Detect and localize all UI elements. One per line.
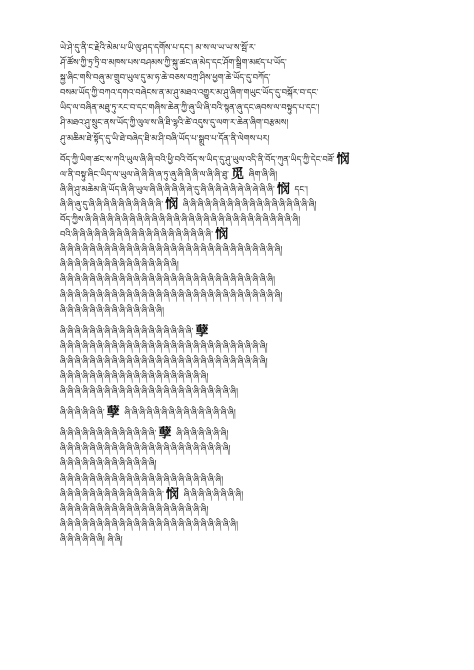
- text-segment: ཞི་ཞི་ཞི་ཞི་ཞི་ཞི་ཞི།: [173, 428, 229, 439]
- text-segment: བའི་ཞི་ཞི་ཞི་ཞི་ཞི་ཞི་ཞི་ཞི་ཞི་ཞི་ཞི་ཞི་ཞི་ཞི་ཞི་ཞི་ཞི་ཞི་ཞི་: [60, 229, 214, 240]
- text-line: [60, 426, 438, 441]
- text-segment: ཞི་ཞི་ཞི་ཞི་ཞི་ཞི་ཞི་ཞི་ཞི་ཞི་ཞི་ཞི་ཞི་ཞི་ཞི་ཞི་ཞི་ཞི།: [180, 198, 317, 209]
- text-segment: ཞི་ཞི་ཞི་ཞི་ཞི་ཞི་ཞི་ཞི་ཞི་ཞི་ཞི་ཞི་ཞི་ཞི་ཞི་ཞི།: [60, 259, 179, 270]
- text-line: [60, 70, 438, 85]
- text-line: [60, 115, 438, 130]
- text-segment: ཞི་ཞི་ཞི་ཞི་ཞི་ཞི་ཞི་ཞི་ཞི་ཞི་ཞི་ཞི་ཞི་ཞི་ཞི་ཞི་ཞི་ཞི་ཞི་ཞི་ཞི་ཞི།: [60, 473, 224, 484]
- text-line: [60, 441, 438, 456]
- text-line: [60, 339, 438, 354]
- text-segment: བསམ་ཡོད་ཀྱི་བཀའ་དགའ་བཞེངས་ན་མ་ཤུ་མཐའ་འགྱུར་མ་ཤུ་ཞིག་གཡུང་ཡོད་དུ་བསྐོར་བ་དང་: [60, 87, 319, 98]
- text-segment: ཞི་ཞི་ཞི་ཞི་ཞི་ཞི་ཞི་ཞི་ཞི་ཞི་ཞི་ཞི་ཞི་ཞི་ཞི་ཞི་ཞི་ཞི་ཞི་ཞི།: [60, 370, 209, 381]
- text-segment: ལ་ནི་བསྟུ་ཞིང་ཡིད་ལ་ཡུལ་ཞེ་ཞི་ཞི་ཞ་ཏུ་ཞུ་ཞི་ཞི་ཞི་ལ་ཞི་ཞི་ཐུ་: [60, 168, 229, 179]
- text-line: [60, 40, 438, 55]
- text-segment: ཤི་མཐའ་ཤུ་སྲུང་ནས་ཡོད་ཀྱི་ལུལ་ས་ཞི་ཐི་ལྷའི་ཚེ་འདུས་དུ་ལག་ར་ཆེན་ཞིག་བརྩམས།: [60, 117, 289, 128]
- cjk-character: 孽: [158, 426, 172, 442]
- text-segment: ཞི་ཞི་ཞུ་དུ་ཞི་ཞི་ཞི་ཞི་ཞི་ཞི་ཞི་ཞི་ཞི་ཞི་: [60, 198, 164, 209]
- cjk-character: 悯: [215, 227, 229, 243]
- text-segment: ཞི་ཞི་ཞི་ཞི་ཞི་ཞི་ཞི་ཞི་ཞི་ཞི་ཞི་ཞི་ཞི་ཞི་ཞི་ཞི་ཞི་ཞི་ཞི་ཞི་ཞི་ཞི་ཞི་ཞི་ཞི་ཞི་ཞི་ཞི་ཞི་ཞི།: [60, 289, 283, 300]
- text-segment: ཞི་ཞི་ཞི་ཞི་ཞི་ཞི་ཞི་ཞི་ཞི་ཞི་ཞི་ཞི་ཞི་ཞི་ཞི་ཞི་ཞི་ཞི་: [60, 325, 194, 336]
- text-segment: སྐྱ་ཞིང་གསི་བཞུ་མ་གྲུབ་ཡུལ་དུ་མ་ཧ་ཆེ་བཅས་བཀྲ་ཤིས་ཕྱག་ཆེ་ཡོད་དུ་བཀོད་: [60, 72, 271, 83]
- text-line: [60, 257, 438, 272]
- text-segment: ཞི་ཞི་ཞི་ཞི་ཞི་ཞི་: [60, 407, 105, 418]
- text-line: [60, 369, 438, 384]
- text-segment: ཞི་ཞི་ཤུ་མཆེམ་ཞི་ཡོད་ཞི་ཞི་ཡུལ་ཞི་ཞི་ཞི་ཞི་ཞི་ཞེ་དུ་ཞི་ཞི་ཞི་ཞེ་ཞི་ཞེ་ཞི་ཞེ་ཞི་ཞི་: [60, 183, 275, 194]
- text-line: [60, 131, 438, 146]
- text-segment: ཞི་ཞི་ཞི་ཞི་ཞི་ཞི་ཞི་ཞི་ཞི་ཞི་ཞི་ཞི་ཞི་ཞི་ཞི་ཞི་ཞི་ཞི་ཞི་ཞི་ཞི་ཞི་ཞི།: [60, 443, 231, 454]
- text-line: [60, 272, 438, 287]
- text-line: [60, 405, 438, 420]
- text-line: [60, 182, 438, 197]
- text-line: [60, 100, 438, 115]
- text-line: [60, 354, 438, 369]
- text-segment: ཤོ་ཚོས་ཀྱི་ཏྲ་ཏྲི་བ་མཁས་པས་བཤམས་ཀྱི་སྐུ་ཚང་ཞ་མེད་དང་ཤོག་སྒྲིག་མཛད་པ་ཡོད་: [60, 57, 287, 68]
- cjk-character: 悯: [165, 196, 179, 212]
- text-segment: ཞི་ཞི་ཞི་ཞི་ཞི་ཞི་ཞི་ཞི་ཞི་ཞི་ཞི་ཞི་ཞི་: [60, 428, 157, 439]
- text-segment: ཞི་ཞི་ཞི་ཞི་ཞི་ཞི་ཞི་ཞི་ཞི་ཞི་ཞི་ཞི་ཞི་ཞི།: [60, 304, 164, 315]
- cjk-character: 悯: [165, 486, 179, 502]
- cjk-character: 觅: [230, 166, 244, 182]
- text-line: [60, 502, 438, 517]
- text-segment: ཞི་ཞི་ཞི་ཞི་ཞི་ཞི་ཞི་ཞི་ཞི་ཞི་ཞི་ཞི་ཞི་ཞི་ཞི་ཞི་ཞི་ཞི་ཞི་ཞི་ཞི་ཞི་ཞི་ཞི།: [60, 386, 238, 397]
- text-segment: ཞི་ཞི་ཞི་ཞི་ཞི་ཞི་ཞི་ཞི་ཞི་ཞི་ཞི་ཞི་ཞི།: [60, 458, 157, 469]
- text-segment: ཡིད་ལ་བཞིན་མཐུ་ཏུ་རང་བ་དང་གཞིས་ཆེན་ཀྱི་ཞུ་ཡི་ཞི་བའི་སྙན་ཞུ་དང་ཞབས་ལ་བསྟུད་པ་དང་།: [60, 102, 320, 113]
- text-segment: ཤུ་མཆིམ་ཐེ་སྟོད་དུ་ཡི་ཐེ་བཞེད་ཐི་མ་ཤི་བཞི་ཡོད་པ་སྒྲུབ་པ་དོན་ནི་ལེགས་པར།: [60, 132, 270, 143]
- cjk-character: 悯: [276, 181, 290, 197]
- text-segment: ཞི་ཞི་ཞི་ཞི་ཞི་ཞི་ཞི་ཞི་ཞི་ཞི་ཞི་ཞི་ཞི་ཞི་ཞི་ཞི་ཞི་ཞི་ཞི་ཞི་ཞི་ཞི་ཞི་ཞི།: [60, 518, 238, 529]
- text-segment: ཡེ་ཤེ་དུ་ནི་ང་རྗེའི་མེམ་པ་ཡི་ལུ་ཤད་དགོས་པ་དང་། མ་ས་ལ་ཡ་ཡ་ས་སྦོ་ར་: [60, 42, 256, 52]
- text-line: [60, 212, 438, 227]
- text-line: [60, 384, 438, 399]
- text-segment: ཞིག་ཞི་ཞི།: [246, 168, 278, 179]
- text-line: [60, 288, 438, 303]
- text-segment: ཞི་ཞི་ཞི་ཞི་ཞི་ཞི་ཞི་ཞི་ཞི་ཞི་ཞི་ཞི་ཞི་ཞི་ཞི།: [121, 407, 236, 418]
- text-segment: ཞི་ཞི་ཞི་ཞི་ཞི་ཞི། ཞི་ཞི།: [60, 533, 123, 544]
- text-segment: ཞི་ཞི་ཞི་ཞི་ཞི་ཞི་ཞི་ཞི་ཞི་ཞི་ཞི་ཞི་ཞི་ཞི་ཞི་ཞི་ཞི་ཞི་ཞི་ཞི་ཞི་ཞི་ཞི་ཞི་ཞི་ཞི་ཞི་ཞི།: [60, 340, 268, 351]
- text-segment: ཞི་ཞི་ཞི་ཞི་ཞི་ཞི་ཞི་ཞི་ཞི་ཞི་ཞི་ཞི་ཞི་ཞི་ཞི་ཞི་ཞི་ཞི་ཞི་ཞི་ཞི་ཞི་ཞི་ཞི་ཞི་ཞི་ཞི་ཞི་ཞི་ཞི།: [60, 244, 283, 255]
- text-line: [60, 152, 438, 167]
- text-line: [60, 303, 438, 318]
- text-line: [60, 487, 438, 502]
- cjk-character: 孽: [195, 323, 209, 339]
- text-line: [60, 167, 438, 182]
- text-line: [60, 532, 438, 547]
- text-segment: ཞི་ཞི་ཞི་ཞི་ཞི་ཞི་ཞི་ཞི་ཞི་ཞི་ཞི་ཞི་ཞི་ཞི་ཞི་ཞི་ཞི་ཞི་ཞི་ཞི་ཞི་ཞི་ཞི་ཞི་ཞི་ཞི་ཞི་ཞི།: [60, 355, 268, 366]
- text-line: [60, 324, 438, 339]
- text-segment: ཞི་ཞི་ཞི་ཞི་ཞི་ཞི་ཞི་ཞི་ཞི་ཞི་ཞི་ཞི་ཞི་ཞི་ཞི་ཞི་ཞི་ཞི་ཞི་ཞི་ཞི་ཞི་ཞི་ཞི་ཞི་ཞི་ཞི་ཞི་ཞི།: [60, 274, 275, 285]
- text-segment: ཞི་ཞི་ཞི་ཞི་ཞི་ཞི་ཞི་ཞི་ཞི་ཞི་ཞི་ཞི་ཞི་ཞི་ཞི་ཞི་ཞི་ཞི་ཞི་ཞི།: [60, 503, 209, 514]
- text-segment: བོད་ཀྱིས་ཞི་ཞི་ཞི་ཞི་ཞི་ཞི་ཞི་ཞི་ཞི་ཞི་ཞི་ཞི་ཞི་ཞི་ཞི་ཞི་ཞི་ཞི་ཞི་ཞི་ཞི་ཞི་ཞི་ཞི་ཞི་ཞི་ཞི་ཞི་ཞི།: [60, 214, 301, 225]
- text-segment: ཞི་ཞི་ཞི་ཞི་ཞི་ཞི་ཞི་ཞི།: [180, 488, 244, 499]
- text-segment: དང་།: [291, 183, 308, 194]
- text-line: [60, 85, 438, 100]
- text-line: [60, 242, 438, 257]
- text-line: [60, 197, 438, 212]
- cjk-character: 孽: [106, 405, 120, 421]
- text-segment: བོད་ཀྱི་ཡིག་ཚང་ས་ཀའི་ཡུལ་ཞི་ཞི་བའི་ཕྱི་བའི་བོད་ས་ཡིད་དུ་ཤུ་ཡུལ་འདི་ནི་བོད་ཀུན་ཡིད་ཀྱི་དེང་བཟོ་: [60, 153, 335, 164]
- text-segment: ཞི་ཞི་ཞི་ཞི་ཞི་ཞི་ཞི་ཞི་ཞི་ཞི་ཞི་ཞི་ཞི་ཞི་: [60, 488, 164, 499]
- cjk-character: 悯: [336, 151, 350, 167]
- text-line: [60, 227, 438, 242]
- text-line: [60, 55, 438, 70]
- text-line: [60, 472, 438, 487]
- text-line: [60, 456, 438, 471]
- text-line: [60, 517, 438, 532]
